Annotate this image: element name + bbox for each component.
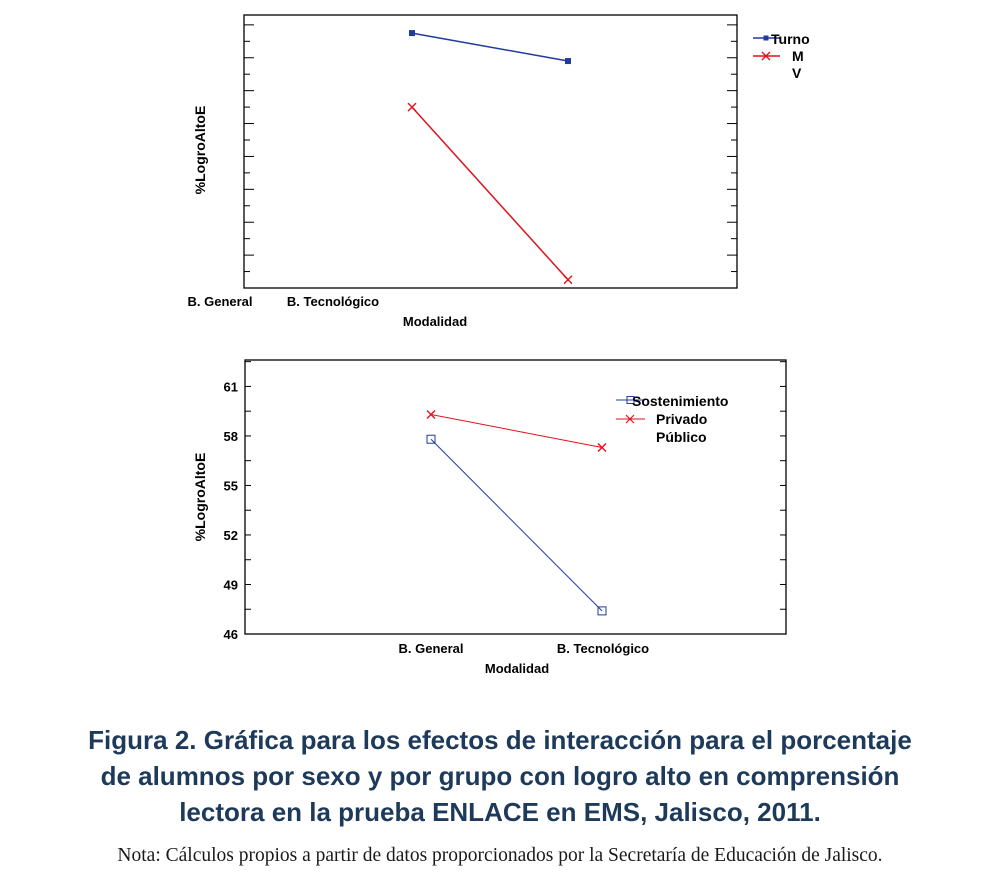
- top-x-axis-label: Modalidad: [402, 314, 468, 329]
- bottom-y-tick-label-52: 52: [223, 527, 238, 543]
- caption-line-2: de alumnos por sexo y por grupo con logro alto en comprensión: [100, 761, 900, 791]
- bottom-y-tick-label-61: 61: [223, 379, 238, 395]
- bottom-interaction-chart: [0, 350, 1000, 690]
- bottom-x-axis-label: Modalidad: [484, 661, 550, 676]
- top-series-line-m: [412, 33, 568, 61]
- bottom-series-line-publico: [431, 414, 602, 447]
- top-legend-title: Turno: [771, 31, 810, 47]
- bottom-y-axis-label: %LogroAltoE: [192, 452, 208, 542]
- top-legend-label-v: V: [792, 65, 802, 81]
- top-x-tick-label-general: B. General: [187, 294, 253, 309]
- bottom-series-group: [427, 410, 606, 614]
- bottom-x-tick-label-general: B. General: [398, 641, 464, 656]
- bottom-legend-label-publico: Público: [656, 429, 707, 445]
- top-point-m-1: [565, 58, 571, 64]
- top-legend-marker-m: [764, 36, 769, 41]
- bottom-y-tick-label-58: 58: [223, 428, 238, 444]
- top-y-ticks: [244, 25, 737, 288]
- top-x-tick-label-tecnologico: B. Tecnológico: [286, 294, 380, 309]
- top-series-group: [408, 30, 572, 284]
- top-point-v-0: [408, 103, 416, 111]
- figure-caption: [0, 722, 1000, 830]
- bottom-y-tick-label-55: 55: [223, 478, 238, 494]
- top-series-line-v: [412, 107, 568, 280]
- bottom-legend-label-privado: Privado: [656, 411, 708, 427]
- top-legend-label-m: M: [792, 48, 804, 64]
- bottom-y-tick-label-46: 46: [223, 627, 238, 642]
- bottom-point-publico-1: [598, 443, 606, 451]
- bottom-point-publico-0: [427, 410, 435, 418]
- bottom-series-line-privado: [431, 439, 602, 611]
- top-y-axis-label: %LogroAltoE: [192, 105, 208, 195]
- caption-line-1: Figura 2. Gráfica para los efectos de interacción para el porcentaje: [88, 725, 912, 755]
- caption-line-3: lectora en la prueba ENLACE en EMS, Jalisco, 2011.: [179, 797, 821, 827]
- top-point-m-0: [409, 30, 415, 36]
- bottom-x-tick-label-tecnologico: B. Tecnológico: [556, 641, 650, 656]
- top-plot-frame: [244, 15, 737, 288]
- top-interaction-chart: [0, 0, 1000, 340]
- bottom-legend-title: Sostenimiento: [632, 393, 729, 409]
- bottom-y-tick-label-49: 49: [223, 577, 238, 593]
- source-note: Nota: Cálculos propios a partir de datos proporcionados por la Secretaría de Educación de Jalisco.: [117, 845, 883, 866]
- top-point-v-1: [564, 276, 572, 284]
